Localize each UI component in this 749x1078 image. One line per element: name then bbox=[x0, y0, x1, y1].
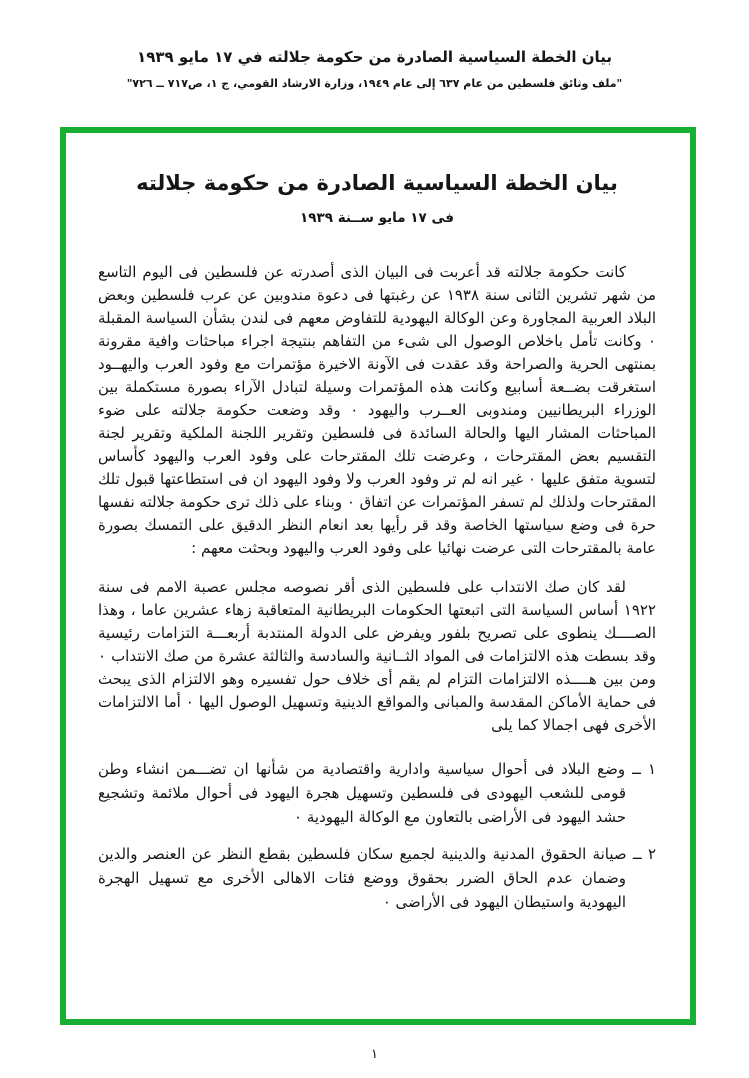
paragraph-1: كانت حكومة جلالته قد أعربت فى البيان الذى أصدرته عن فلسطين فى اليوم التاسع من شهر تشرين الثانى سنة ١٩٣٨ عن رغبتها فى دعوة مندوبين عن عرب فلسطين وبعض البلاد العربية المجاورة وعن الوكالة اليهودية للتفاوض معهم فى لندن بشأن السياسة المقبلة ٠ وكانت تأمل باخلاص الوصول الى شىء من التفاهم بنتيجة اجراء مباحثات وافية مقرونة بمنتهى الحرية والصراحة وقد عقدت فى الآونة الاخيرة مؤتمرات مع وفود العرب واليهــود استغرقت بضــعة أسابيع وكانت هذه المؤتمرات وسيلة لتبادل الآراء بصورة مستكملة بين الوزراء البريطانيين ومندوبى العــرب واليهود ٠ وقد وضعت حكومة جلالته على ضوء المباحثات المشار اليها والحالة السائدة فى فلسطين وتقرير اللجنة الملكية وتقرير لجنة التقسيم بعض المقترحات ، وعرضت تلك المقترحات على وفود العرب واليهود كأساس لتسوية متفق عليها ٠ غير انه لم تر وفود العرب ولا وفود اليهود ان فى استطاعتها قبول تلك المقترحات ولذلك لم تسفر المؤتمرات عن اتفاق ٠ وبناء على ذلك ترى حكومة جلالته نفسها حرة فى وضع سياستها الخاصة وقد قر رأيها بعد انعام النظر الدقيق على التمسك بصورة عامة بالمقترحات التى عرضت نهائيا على وفود العرب واليهود وبحثت معهم : bbox=[98, 263, 656, 557]
list-item bbox=[98, 842, 656, 914]
document-frame bbox=[60, 127, 696, 1025]
page-header bbox=[0, 46, 749, 92]
list-item-text: صيانة الحقوق المدنية والدينية لجميع سكان فلسطين بقطع النظر عن العنصر والدين وضمان عدم الحاق الضرر بحقوق ووضع فئات الاهالى الأخرى مع تسهيل الهجرة اليهودية واستيطان اليهود فى الأراضى ٠ bbox=[98, 845, 627, 911]
source-citation: "ملف وثائق فلسطين من عام ٦٣٧ إلى عام ١٩٤٩، وزارة الارشاد القومي، ج ١، ص٧١٧ ــ ٧٢٦" bbox=[126, 77, 623, 90]
document-body bbox=[98, 261, 656, 914]
document-title: بيان الخطة السياسية الصادرة من حكومة جلالته bbox=[136, 171, 618, 195]
obligations-list bbox=[98, 757, 656, 914]
list-item-text: وضع البلاد فى أحوال سياسية وادارية واقتصادية من شأنها ان تضـــمن انشاء وطن قومى للشعب اليهودى فى فلسطين وتسهيل هجرة اليهود فى أحوال ملائمة وتشجيع حشد اليهود فى الأراضى بالتعاون مع الوكالة اليهودية ٠ bbox=[98, 760, 626, 826]
document-subtitle: فى ١٧ مايو ســنة ١٩٣٩ bbox=[300, 210, 454, 226]
paragraph-2: لقد كان صك الانتداب على فلسطين الذى أقر نصوصه مجلس عصبة الامم فى سنة ١٩٢٢ أساس السياسة التى اتبعتها الحكومات البريطانية المتعاقبة زهاء عشرين عاما ، وهذا الصــــك ينطوى على تصريح بلفور ويفرض على الدولة المنتدبة أربعـــة التزامات رئيسية وقد بسطت هذه الالتزامات فى المواد الثــانية والسادسة والثالثة عشرة من صك الانتداب ٠ ومن بين هــــذه الالتزامات التزام لم يقم أى خلاف حول تفسيره وهو الالتزام الذى يبحث فى حماية الأماكن المقدسة والمبانى والمواقع الدينية وتسهيل الوصول اليها ٠ أما الالتزامات الأخرى فهى اجمالا كما يلى bbox=[98, 578, 656, 734]
list-item-number: ١ ــ bbox=[632, 760, 656, 778]
page-header-title: بيان الخطة السياسية الصادرة من حكومة جلالته في ١٧ مايو ١٩٣٩ bbox=[137, 48, 612, 66]
list-item-number: ٢ ــ bbox=[632, 845, 656, 863]
list-item bbox=[98, 757, 656, 829]
page-number: ١ bbox=[371, 1047, 378, 1062]
